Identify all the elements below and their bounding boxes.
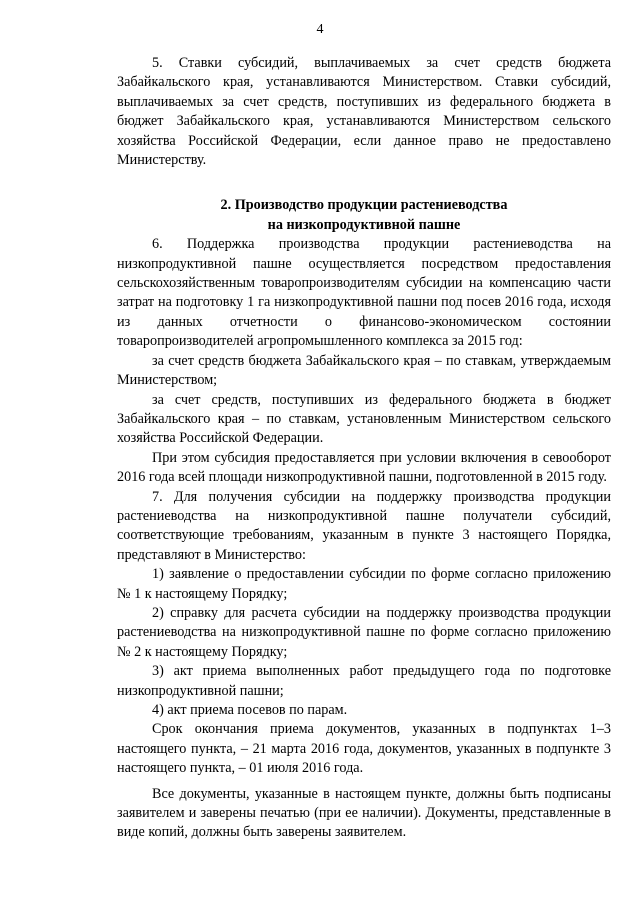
paragraph-7-item-1: 1) заявление о предоставлении субсидии по форме согласно приложению № 1 к настоящему Порядку; xyxy=(117,566,611,602)
section-heading xyxy=(117,196,611,235)
paragraph-7-deadline: Срок окончания приема документов, указанных в подпунктах 1–3 настоящего пункта, – 21 марта 2016 года, документов, указанных в подпункте 3 настоящего пункта, – 01 июля 2016 года. xyxy=(117,721,611,777)
paragraph-7-item-4: 4) акт приема посевов по парам. xyxy=(152,702,348,718)
paragraph-7: 7. Для получения субсидии на поддержку производства продукции растениеводства на низкопродуктивной пашне получатели субсидий, соответствующие требованиям, указанным в пункте 3 настоящего Порядка, представляют в Министерство: xyxy=(117,488,611,563)
paragraph-7-item-3: 3) акт приема выполненных работ предыдущего года по подготовке низкопродуктивной пашни; xyxy=(117,663,611,699)
section-heading-line-1: 2. Производство продукции растениеводства xyxy=(220,197,508,214)
paragraph-7-signature-requirement: Все документы, указанные в настоящем пункте, должны быть подписаны заявителем и заверены печатью (при ее наличии). Документы, представленные в виде копий, должны быть заверены заявителем. xyxy=(117,785,611,841)
section-heading-line-2: на низкопродуктивной пашне xyxy=(267,216,461,233)
paragraph-5: 5. Ставки субсидий, выплачиваемых за счет средств бюджета Забайкальского края, устанавливаются Министерством. Ставки субсидий, выплачиваемых за счет средств, поступивших из федерального бюджета в бюджет Забайкальского края, устанавливаются Министерством сельского хозяйства Российской Федерации, если данное право не предоставлено Министерству. xyxy=(117,55,611,169)
paragraph-7-item-2: 2) справку для расчета субсидии на поддержку производства продукции растениеводства на низкопродуктивной пашне по форме согласно приложению № 2 к настоящему Порядку; xyxy=(117,604,611,660)
page-number: 4 xyxy=(316,22,324,37)
paragraph-6-federal-budget: за счет средств, поступивших из федерального бюджета в бюджет Забайкальского края – по ставкам, установленным Министерством сельского хозяйства Российской Федерации. xyxy=(117,391,611,447)
document-body xyxy=(117,54,611,843)
paragraph-6: 6. Поддержка производства продукции растениеводства на низкопродуктивной пашне осуществляется посредством предоставления сельскохозяйственным товаропроизводителям субсидии на компенсацию части затрат на подготовку 1 га низкопродуктивной пашни под посев 2016 года, исходя из данных отчетности о финансово-экономическом состоянии товаропроизводителей агропромышленного комплекса за 2015 год: xyxy=(117,236,611,350)
paragraph-6-regional-budget: за счет средств бюджета Забайкальского края – по ставкам, утверждаемым Министерством; xyxy=(117,352,611,389)
paragraph-6-condition: При этом субсидия предоставляется при условии включения в севооборот 2016 года всей площади низкопродуктивной пашни, подготовленной в 2015 году. xyxy=(117,449,611,486)
